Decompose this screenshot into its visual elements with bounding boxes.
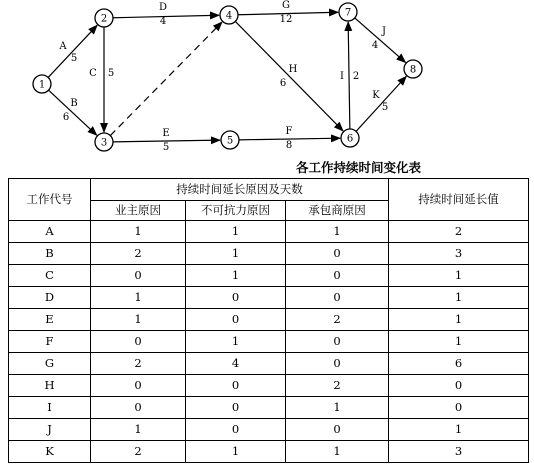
extension-value-cell: 6 bbox=[389, 353, 529, 375]
extension-value-cell: 0 bbox=[389, 397, 529, 419]
duration-change-table bbox=[8, 178, 529, 463]
contractor-days-cell: 0 bbox=[286, 287, 389, 309]
event-node bbox=[404, 60, 422, 78]
node-number: 5 bbox=[226, 135, 234, 147]
owner-days-cell: 2 bbox=[91, 243, 186, 265]
activity-name: A bbox=[59, 41, 67, 52]
table-row bbox=[9, 287, 529, 309]
event-node bbox=[95, 9, 113, 27]
node-number: 7 bbox=[344, 7, 352, 19]
owner-days-cell: 0 bbox=[91, 397, 186, 419]
activity-duration: 5 bbox=[381, 102, 389, 113]
extension-value-cell: 3 bbox=[389, 243, 529, 265]
activity-arrow bbox=[355, 18, 406, 62]
node-number: 2 bbox=[100, 13, 108, 25]
contractor-days-cell: 0 bbox=[286, 419, 389, 441]
contractor-days-cell: 2 bbox=[286, 309, 389, 331]
contractor-days-cell: 0 bbox=[286, 353, 389, 375]
table-row bbox=[9, 265, 529, 287]
extension-value-cell: 1 bbox=[389, 419, 529, 441]
header-owner-reason: 业主原因 bbox=[91, 201, 186, 221]
activity-arrow bbox=[49, 90, 97, 135]
table-row bbox=[9, 309, 529, 331]
work-code-cell: K bbox=[9, 441, 91, 463]
contractor-days-cell: 0 bbox=[286, 331, 389, 353]
contractor-days-cell: 0 bbox=[286, 265, 389, 287]
activity-name: H bbox=[288, 64, 298, 75]
table-row bbox=[9, 353, 529, 375]
dummy-activity-arrow bbox=[107, 22, 222, 135]
force-majeure-days-cell: 0 bbox=[186, 309, 286, 331]
activity-duration: 12 bbox=[279, 14, 293, 25]
activity-name: G bbox=[282, 0, 290, 11]
event-node bbox=[221, 131, 239, 149]
activity-name: F bbox=[285, 126, 293, 137]
event-node bbox=[33, 75, 51, 93]
header-extension-reasons: 持续时间延长原因及天数 bbox=[91, 179, 389, 201]
table-row bbox=[9, 375, 529, 397]
activity-duration: 2 bbox=[352, 71, 360, 82]
activity-duration: 6 bbox=[62, 112, 70, 123]
force-majeure-days-cell: 4 bbox=[186, 353, 286, 375]
owner-days-cell: 1 bbox=[91, 287, 186, 309]
contractor-days-cell: 1 bbox=[286, 221, 389, 243]
activity-arrow bbox=[235, 21, 343, 130]
work-code-cell: G bbox=[9, 353, 91, 375]
table-row bbox=[9, 243, 529, 265]
header-extension-value: 持续时间延长值 bbox=[389, 179, 529, 221]
extension-value-cell: 1 bbox=[389, 265, 529, 287]
activity-duration: 5 bbox=[70, 53, 78, 64]
network-diagram bbox=[0, 0, 534, 160]
event-node bbox=[95, 133, 113, 151]
force-majeure-days-cell: 0 bbox=[186, 375, 286, 397]
activity-name: B bbox=[70, 98, 78, 109]
event-node bbox=[220, 6, 238, 24]
extension-value-cell: 1 bbox=[389, 331, 529, 353]
activity-duration: 5 bbox=[107, 68, 115, 79]
header-force-majeure-reason: 不可抗力原因 bbox=[186, 201, 286, 221]
owner-days-cell: 0 bbox=[91, 265, 186, 287]
work-code-cell: H bbox=[9, 375, 91, 397]
table-row bbox=[9, 419, 529, 441]
node-number: 3 bbox=[100, 137, 108, 149]
table-row bbox=[9, 331, 529, 353]
extension-value-cell: 1 bbox=[389, 309, 529, 331]
activity-name: C bbox=[89, 68, 97, 79]
work-code-cell: D bbox=[9, 287, 91, 309]
owner-days-cell: 1 bbox=[91, 309, 186, 331]
force-majeure-days-cell: 0 bbox=[186, 287, 286, 309]
extension-value-cell: 0 bbox=[389, 375, 529, 397]
work-code-cell: J bbox=[9, 419, 91, 441]
force-majeure-days-cell: 1 bbox=[186, 243, 286, 265]
activity-duration: 5 bbox=[162, 142, 170, 153]
activity-duration: 4 bbox=[371, 40, 379, 51]
node-number: 1 bbox=[38, 79, 46, 91]
table-title: 各工作持续时间变化表 bbox=[296, 160, 422, 175]
activity-duration: 6 bbox=[279, 78, 287, 89]
event-node bbox=[339, 3, 357, 21]
force-majeure-days-cell: 1 bbox=[186, 221, 286, 243]
event-node bbox=[341, 129, 359, 147]
header-contractor-reason: 承包商原因 bbox=[286, 201, 389, 221]
force-majeure-days-cell: 0 bbox=[186, 419, 286, 441]
owner-days-cell: 2 bbox=[91, 353, 186, 375]
activity-duration: 8 bbox=[285, 140, 293, 151]
extension-value-cell: 1 bbox=[389, 287, 529, 309]
node-number: 8 bbox=[409, 64, 417, 76]
work-code-cell: A bbox=[9, 221, 91, 243]
node-number: 6 bbox=[346, 133, 354, 145]
table-row bbox=[9, 441, 529, 463]
node-number: 4 bbox=[225, 10, 233, 22]
contractor-days-cell: 0 bbox=[286, 243, 389, 265]
owner-days-cell: 2 bbox=[91, 441, 186, 463]
activity-name: E bbox=[162, 128, 170, 139]
extension-value-cell: 2 bbox=[389, 221, 529, 243]
contractor-days-cell: 2 bbox=[286, 375, 389, 397]
extension-value-cell: 3 bbox=[389, 441, 529, 463]
force-majeure-days-cell: 1 bbox=[186, 331, 286, 353]
owner-days-cell: 0 bbox=[91, 331, 186, 353]
force-majeure-days-cell: 1 bbox=[186, 441, 286, 463]
work-code-cell: B bbox=[9, 243, 91, 265]
activity-name: J bbox=[381, 26, 387, 37]
contractor-days-cell: 1 bbox=[286, 397, 389, 419]
work-code-cell: C bbox=[9, 265, 91, 287]
contractor-days-cell: 1 bbox=[286, 441, 389, 463]
force-majeure-days-cell: 1 bbox=[186, 265, 286, 287]
header-work-code: 工作代号 bbox=[9, 179, 91, 221]
owner-days-cell: 1 bbox=[91, 419, 186, 441]
owner-days-cell: 0 bbox=[91, 375, 186, 397]
activity-arrow bbox=[348, 22, 350, 129]
activity-name: K bbox=[372, 90, 380, 101]
force-majeure-days-cell: 0 bbox=[186, 397, 286, 419]
table-row bbox=[9, 397, 529, 419]
work-code-cell: F bbox=[9, 331, 91, 353]
activity-name: I bbox=[340, 71, 344, 82]
activity-name: D bbox=[158, 2, 168, 13]
owner-days-cell: 1 bbox=[91, 221, 186, 243]
work-code-cell: I bbox=[9, 397, 91, 419]
table-row bbox=[9, 221, 529, 243]
work-code-cell: E bbox=[9, 309, 91, 331]
activity-duration: 4 bbox=[159, 16, 167, 27]
